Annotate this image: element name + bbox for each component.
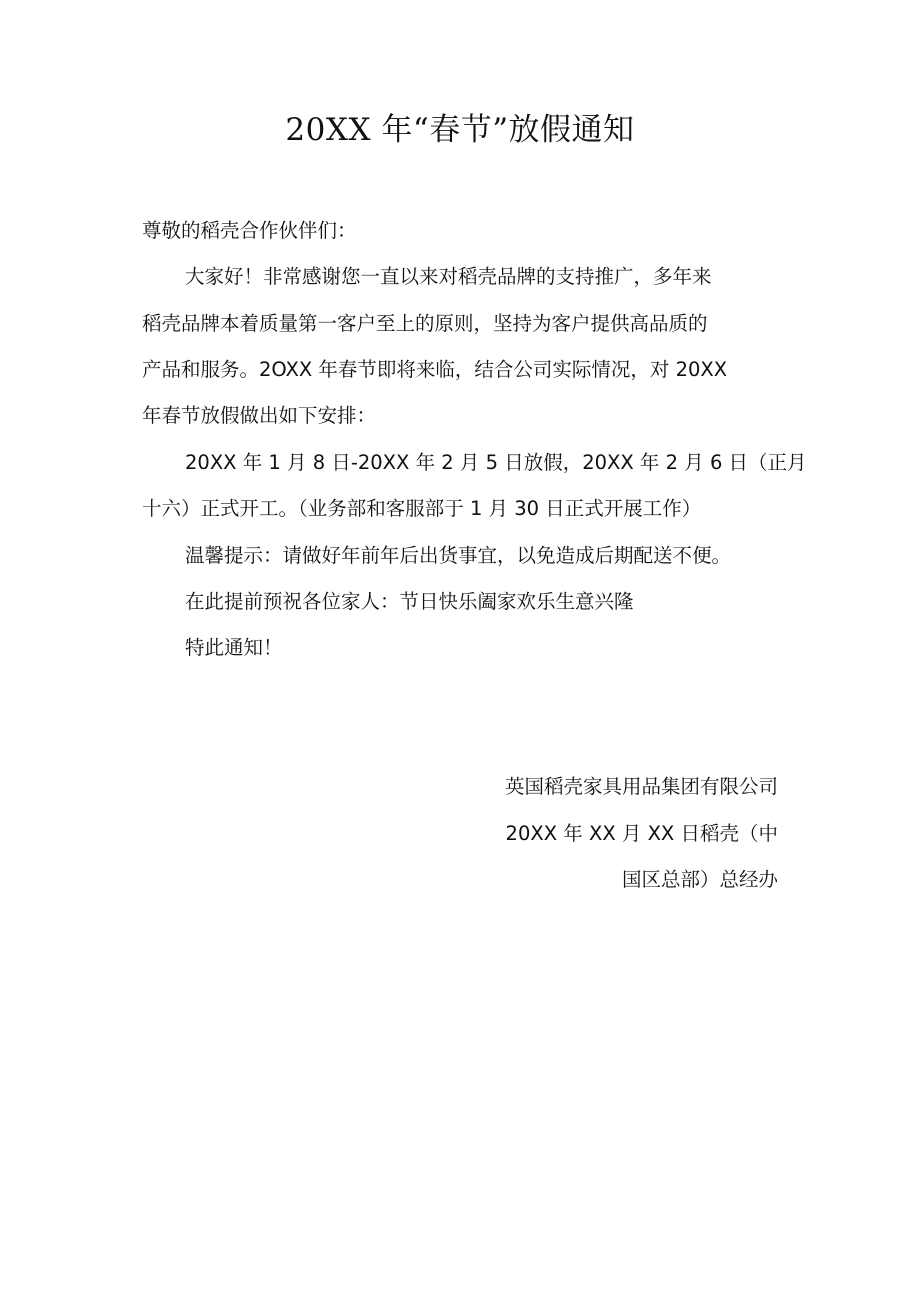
signature-company: 英国稻壳家具用品集团有限公司	[504, 775, 778, 798]
paragraph-intro-line-3: 产品和服务。2OXX 年春节即将来临，结合公司实际情况，对 20XX	[142, 358, 728, 381]
paragraph-intro-line-4: 年春节放假做出如下安排：	[142, 404, 377, 427]
paragraph-intro-line-1: 大家好！非常感谢您一直以来对稻壳品牌的支持推广，多年来	[185, 265, 712, 288]
paragraph-greeting: 在此提前预祝各位家人：节日快乐阖家欢乐生意兴隆	[185, 590, 634, 613]
paragraph-schedule-line-1: 20XX 年 1 月 8 日-20XX 年 2 月 5 日放假，20XX 年 2 月 6 日（正月	[185, 451, 807, 474]
paragraph-schedule-line-2: 十六）正式开工。（业务部和客服部于 1 月 30 日正式开展工作）	[142, 497, 702, 520]
paragraph-closing: 特此通知！	[185, 636, 283, 659]
paragraph-reminder: 温馨提示：请做好年前年后出货事宜，以免造成后期配送不便。	[185, 544, 732, 567]
signature-date-line-1: 20XX 年 XX 月 XX 日稻壳（中	[505, 822, 778, 845]
salutation: 尊敬的稻壳合作伙伴们：	[142, 219, 357, 242]
page-title: 20XX 年“春节”放假通知	[285, 112, 635, 148]
paragraph-intro-line-2: 稻壳品牌本着质量第一客户至上的原则，坚持为客户提供高品质的	[142, 312, 708, 335]
signature-date-line-2: 国区总部）总经办	[621, 868, 778, 891]
